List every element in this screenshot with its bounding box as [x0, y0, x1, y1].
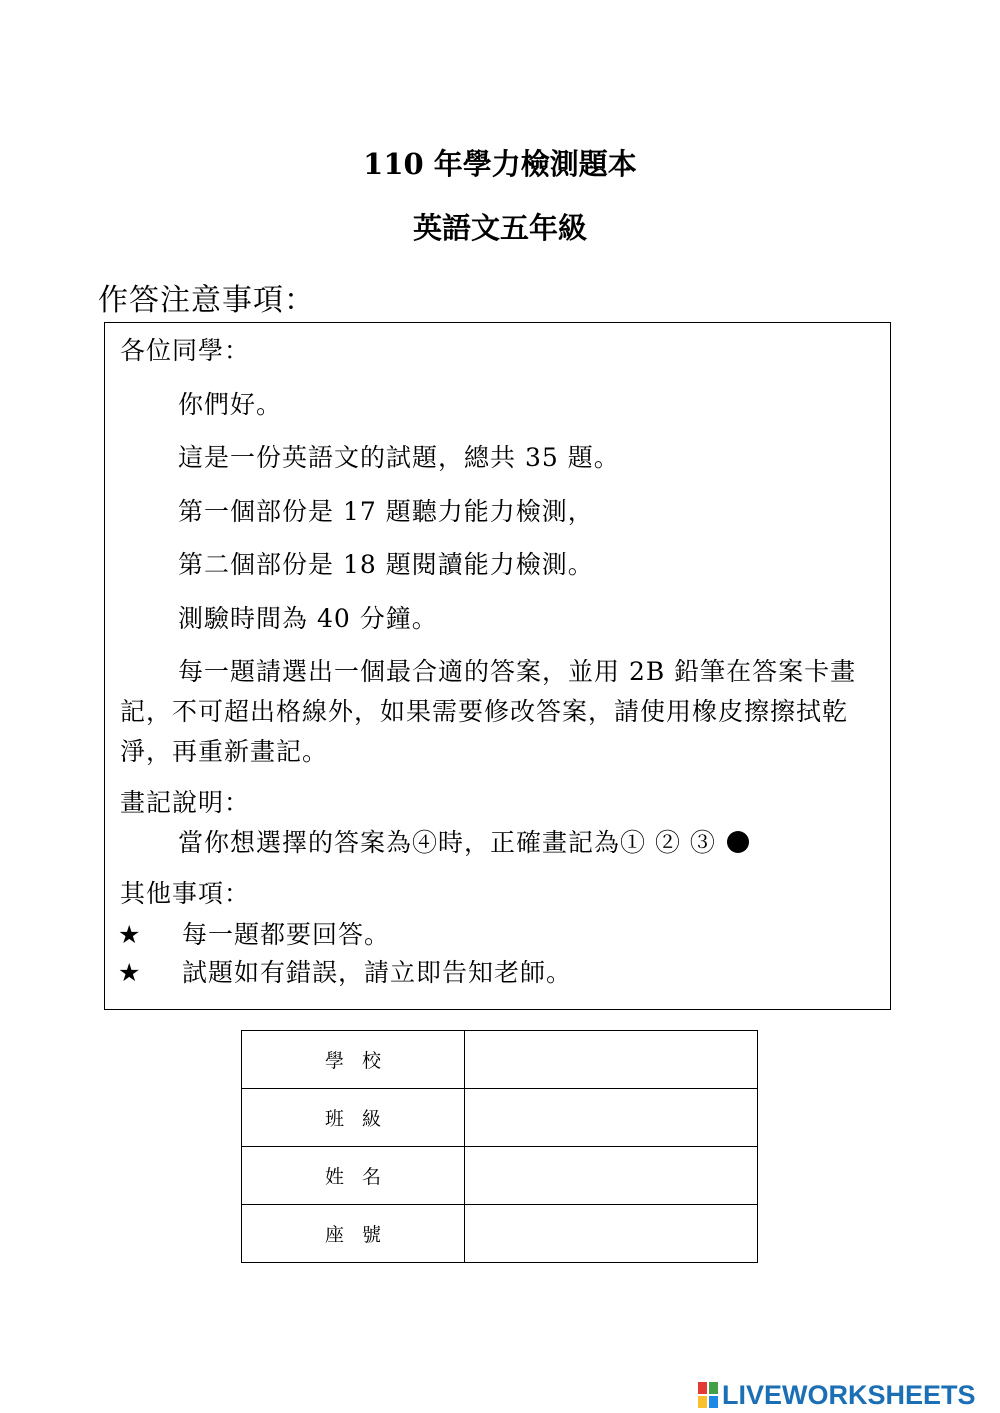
liveworksheets-logo-icon — [698, 1382, 718, 1408]
notice-line-2: 這是一份英語文的試題，總共 35 題。 — [178, 443, 620, 472]
label-class: 班級 — [242, 1089, 465, 1147]
star-icon: ★ — [118, 958, 142, 987]
exam-title: 110 年學力檢測題本 — [363, 147, 637, 181]
notice-line-1: 你們好。 — [178, 390, 283, 419]
liveworksheets-logo-text: LIVEWORKSHEETS — [722, 1379, 976, 1410]
marking-example — [178, 830, 749, 855]
notice-line-4: 第二個部份是 18 題閱讀能力檢測。 — [178, 550, 594, 579]
seat-number-field[interactable] — [465, 1205, 758, 1263]
notice-line-5: 測驗時間為 40 分鐘。 — [178, 604, 438, 633]
other-item-text: 試題如有錯誤，請立即告知老師。 — [182, 958, 573, 987]
star-icon: ★ — [118, 920, 142, 949]
notes-heading: 作答注意事項： — [98, 283, 315, 318]
other-item-text: 每一題都要回答。 — [182, 920, 391, 949]
table-row — [242, 1205, 758, 1263]
table-row — [242, 1147, 758, 1205]
filled-bubble-icon — [727, 831, 749, 853]
greeting: 各位同學： — [120, 336, 251, 365]
instruction-paragraph: 每一題請選出一個最合適的答案，並用 2B 鉛筆在答案卡畫記，不可超出格線外，如果需要修改答案，請使用橡皮擦擦拭乾淨，再重新畫記。 — [120, 657, 857, 766]
marking-heading: 畫記說明： — [120, 788, 251, 817]
other-item — [118, 922, 390, 947]
liveworksheets-logo — [698, 1380, 976, 1410]
marking-example-text: 當你想選擇的答案為④時，正確畫記為① ② ③ — [178, 828, 716, 857]
other-item — [118, 960, 572, 985]
name-field[interactable] — [465, 1147, 758, 1205]
label-school: 學校 — [242, 1031, 465, 1089]
label-seat-number: 座號 — [242, 1205, 465, 1263]
class-field[interactable] — [465, 1089, 758, 1147]
student-info-table — [241, 1030, 758, 1263]
label-name: 姓名 — [242, 1147, 465, 1205]
table-row — [242, 1089, 758, 1147]
exam-subtitle: 英語文五年級 — [412, 211, 587, 245]
notice-line-3: 第一個部份是 17 題聽力能力檢測， — [178, 497, 594, 526]
table-row — [242, 1031, 758, 1089]
other-heading: 其他事項： — [120, 879, 251, 908]
school-field[interactable] — [465, 1031, 758, 1089]
